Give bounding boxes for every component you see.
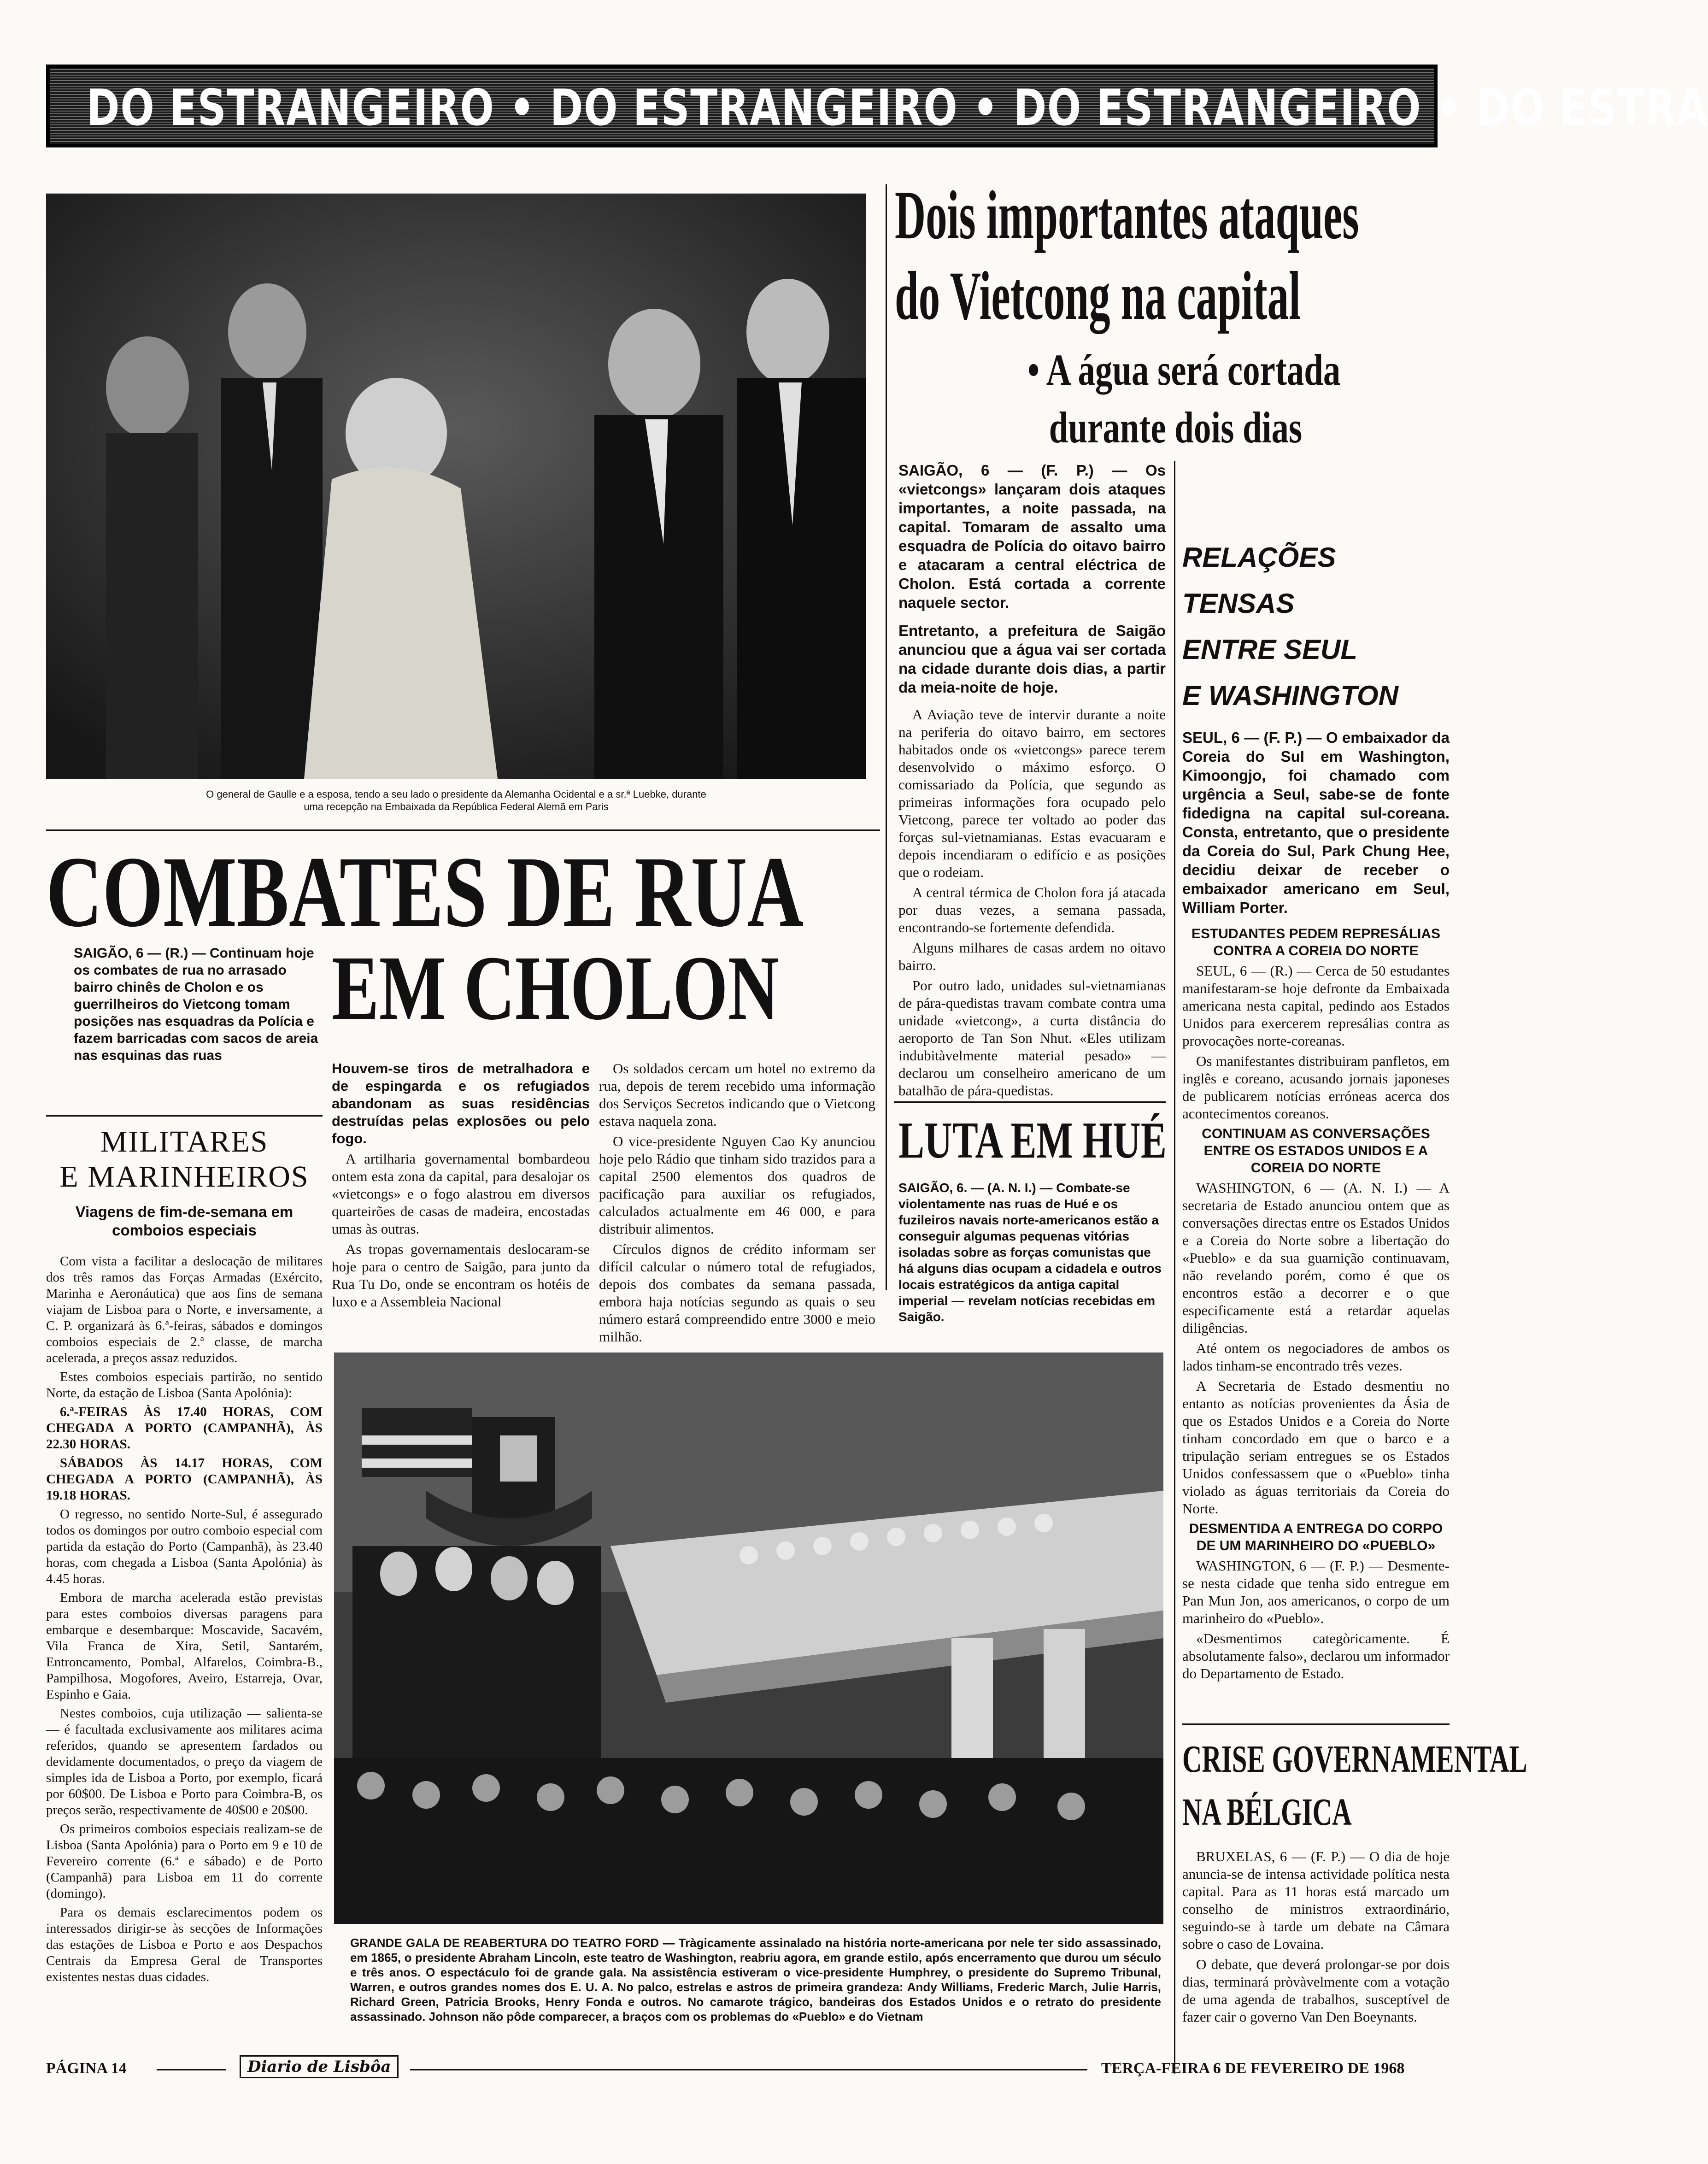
- cholon-top-rule: [46, 829, 880, 831]
- korea-headline-line-3: E WASHINGTON: [1182, 680, 1398, 711]
- military-paragraph: Com vista a facilitar a deslocação de militares dos três ramos das Forças Armadas (Exército, Marinha e Aeronáutica) que aos fins de semana viajam de Lisboa para o Norte, e inversamente, a C. P. organizará às 6.ª-feiras, sábados e domingos comboios especiais de 2.ª classe, de marcha acelerada, a preços assaz reduzidos.: [46, 1254, 323, 1365]
- belgium-headline: [1182, 1733, 1527, 1839]
- footer-page-number: PÁGINA 14: [46, 2060, 127, 2077]
- military-schedule: 6.ª-FEIRAS ÀS 17.40 HORAS, COM CHEGADA A PORTO (CAMPANHÃ), ÀS 22.30 HORAS.: [46, 1405, 323, 1452]
- cholon-lead: SAIGÃO, 6 — (R.) — Continuam hoje os combates de rua no arrasado bairro chinês de Cholon e os guerrilheiros do Vietcong tomam posições nas esquadras da Polícia e fazem barricadas com sacos de areia nas esquinas das ruas: [74, 946, 318, 1063]
- vietcong-headline: [895, 175, 1359, 336]
- footer-rule-right: [410, 2069, 1087, 2070]
- korea-subheading-1: ESTUDANTES PEDEM REPRESÁLIAS CONTRA A COREIA DO NORTE: [1191, 926, 1441, 959]
- vietcong-paragraph: A Aviação teve de intervir durante a noite na periferia do oitavo bairro, em sectores habitados onde os «vietcongs» parece terem desenvolvido o máximo esforço. O comissariado da Polícia, que segundo as primeiras informações fora ocupado pelo Vietcong, parece ter voltado ao poder das forças sul-vietnamianas. Estas evacuaram e depois incendiaram o edifício e as posições que o rodeiam.: [898, 706, 1166, 880]
- vietcong-sub-line-2: durante dois dias: [1049, 403, 1303, 452]
- korea-paragraph: «Desmentimos categòricamente. É absolutamente falso», declarou um informador do Departamento de Estado.: [1182, 1630, 1450, 1682]
- korea-paragraph: WASHINGTON, 6 — (F. P.) — Desmente-se nesta cidade que tenha sido entregue em Pan Mun Jon, aos americanos, o corpo de um marinheiro do «Pueblo».: [1182, 1558, 1450, 1626]
- vietcong-subheadline: [1027, 341, 1340, 456]
- column-rule: [1174, 461, 1175, 2074]
- caption-line-1: O general de Gaulle e a esposa, tendo a seu lado o presidente da Alemanha Ocidental e a sr.ª Luebke, durante: [206, 788, 706, 800]
- ford-caption-title: GRANDE GALA DE REABERTURA DO TEATRO FORD —: [350, 1936, 675, 1950]
- korea-headline: [1182, 535, 1450, 719]
- belgium-top-rule: [1182, 1723, 1450, 1725]
- military-headline: [46, 1124, 323, 1194]
- vietcong-paragraph: A central térmica de Cholon fora já atacada por duas vezes, a semana passada, encontrando-se fortemente defendida.: [898, 884, 1166, 935]
- korea-paragraph: Até ontem os negociadores de ambos os lados tinham-se encontrado três vezes.: [1182, 1340, 1450, 1374]
- banner-title: DO ESTRANGEIRO • DO ESTRANGEIRO • DO ESTRANGEIRO • DO ESTRA: [87, 79, 1708, 137]
- military-schedule: SÁBADOS ÀS 14.17 HORAS, COM CHEGADA A PORTO (CAMPANHÃ), ÀS 19.18 HORAS.: [46, 1456, 323, 1503]
- cholon-paragraph: Círculos dignos de crédito informam ser difícil calcular o número total de refugiados, depois dos combates da semana passada, embora haja notícias segundo as quais o seu número estará compreendido entre 3000 e meio milhão.: [599, 1241, 875, 1345]
- photo-ford-theatre-illustration: [334, 1352, 1163, 1924]
- footer-date: TERÇA-FEIRA 6 DE FEVEREIRO DE 1968: [1101, 2060, 1405, 2077]
- cholon-paragraph: O vice-presidente Nguyen Cao Ky anunciou hoje pelo Rádio que tinham sido trazidos para a capital 2500 elementos dos quadros de pacificação para auxiliar os refugiados, calculados actualmente em 46 000, e para distribuir alimentos.: [599, 1133, 875, 1237]
- korea-headline-line-2: ENTRE SEUL: [1182, 634, 1358, 665]
- cholon-paragraph: As tropas governamentais deslocaram-se hoje para o centro de Saigão, para junto da Rua Tu Do, onde se encontram os hotéis de luxo e a Assembleia Nacional: [332, 1241, 590, 1310]
- korea-subheading-3: DESMENTIDA A ENTREGA DO CORPO DE UM MARINHEIRO DO «PUEBLO»: [1189, 1521, 1443, 1553]
- military-subheading: Viagens de fim-de-semana em comboios especiais: [75, 1203, 293, 1239]
- military-paragraph: Embora de marcha acelerada estão previstas para estes comboios diversas paragens para embarque e desembarque: Moscavide, Sacavém, Vila Franca de Xira, Setil, Santarém, Entroncamento, Pombal, Alfarelos, Coimbra-B., Pampilhosa, Mogofores, Aveiro, Estarreja, Ovar, Espinho e Gaia.: [46, 1590, 323, 1702]
- photo-de-gaulle-caption: [46, 788, 866, 813]
- military-paragraph: Para os demais esclarecimentos podem os interessados dirigir-se às secções de Informações das estações de Lisboa e Porto e aos Despachos Centrais da Empresa Geral de Transportes existentes nestas duas cidades.: [46, 1905, 323, 1984]
- vietcong-paragraph: Alguns milhares de casas ardem no oitavo bairro.: [898, 940, 1166, 973]
- belgium-paragraph: BRUXELAS, 6 — (F. P.) — O dia de hoje anuncia-se de intensa actividade política nesta capital. Para as 11 horas está marcado um conselho de ministros extraordinário, seguindo-se à tarde um debate na Câmara sobre o caso de Lovaina.: [1182, 1848, 1450, 1952]
- photo-de-gaulle-illustration: [46, 194, 866, 779]
- photo-de-gaulle: [46, 194, 866, 779]
- military-paragraph: Os primeiros comboios especiais realizam-se de Lisboa (Santa Apolónia) para o Porto em 9 e 10 de Fevereiro corrente (6.ª e sábado) e de Porto (Campanhã) para Lisboa em 11 do corrente (domingo).: [46, 1822, 323, 1901]
- cholon-headline-line-1: COMBATES DE RUA: [46, 835, 804, 948]
- korea-column: [1182, 535, 1450, 1685]
- korea-paragraph: A Secretaria de Estado desmentiu no entanto as notícias provenientes da Ásia de que os Estados Unidos e a Coreia do Norte tinham concordado em que o barco e a tripulação seriam entregues se os Estados Unidos confessassem que o «Pueblo» tinha violado as águas territoriais da Coreia do Norte.: [1182, 1378, 1450, 1517]
- korea-lead: SEUL, 6 — (F. P.) — O embaixador da Coreia do Sul em Washington, Kimoongjo, foi chamado com urgência a Seul, sabe-se de fonte fidedigna na capital sul-coreana. Consta, entretanto, que o presidente da Coreia do Sul, Park Chung Hee, decidiu deixar de receber o embaixador americano em Seul, William Porter.: [1182, 729, 1450, 916]
- cholon-column-1: [332, 1060, 590, 1313]
- korea-paragraph: SEUL, 6 — (R.) — Cerca de 50 estudantes manifestaram-se hoje defronte da Embaixada americana nesta capital, pedindo aos Estados Unidos para exercerem represálias contra as provocações norte-coreanas.: [1182, 963, 1450, 1049]
- belgium-headline-line-2: NA BÉLGICA: [1182, 1791, 1352, 1834]
- military-headline-line-2: E MARINHEIROS: [59, 1160, 309, 1194]
- korea-paragraph: WASHINGTON, 6 — (A. N. I.) — A secretaria de Estado anunciou ontem que as conversações directas entre os Estados Unidos e a Coreia do Norte sobre a libertação do «Pueblo» e da sua guarnição continuavam, não revelando porém, como é que os encontros estão a decorrer e o que especificamente está a retardar aquelas diligências.: [1182, 1180, 1450, 1336]
- hue-top-rule: [894, 1101, 1166, 1103]
- vietcong-lead: SAIGÃO, 6 — (F. P.) — Os «vietcongs» lançaram dois ataques importantes, a noite passada, na capital. Tomaram de assalto uma esquadra de Polícia do oitavo bairro e atacaram a central eléctrica de Cholon. Está cortada a corrente naquele sector.: [898, 462, 1166, 611]
- cholon-lead-2: Houvem-se tiros de metralhadora e de espingarda e os refugiados abandonam as suas residências destruídas pelas explosões ou pelo fogo.: [332, 1060, 590, 1147]
- section-banner: [46, 65, 1708, 147]
- cholon-headline-line-2: EM CHOLON: [332, 937, 780, 1039]
- belgium-headline-line-1: CRISE GOVERNAMENTAL: [1182, 1738, 1527, 1781]
- military-column: [46, 1253, 323, 1988]
- korea-headline-line-1: RELAÇÕES TENSAS: [1182, 542, 1336, 619]
- photo-ford-theatre-caption: [350, 1935, 1161, 2024]
- vietcong-lead-2: Entretanto, a prefeitura de Saigão anunciou que a água vai ser cortada na cidade durante dois dias, a partir da meia-noite de hoje.: [898, 622, 1166, 696]
- military-paragraph: Nestes comboios, cuja utilização — salienta-se — é facultada exclusivamente aos militares acima referidos, quando se apresentem fardados ou devidamente documentados, o preço da viagem de simples ida de Lisboa a Porto, por exemplo, ficará por 60$00. De Lisboa e Porto para Coimbra-B, os preços serão, respectivamente de 40$00 e 20$00.: [46, 1706, 323, 1817]
- vietcong-column-1: [898, 461, 1166, 1102]
- military-headline-line-1: MILITARES: [100, 1125, 269, 1158]
- cholon-paragraph: Os soldados cercam um hotel no extremo da rua, depois de terem recebido uma informação dos Serviços Secretos indicando que o Vietcong estava naquela zona.: [599, 1060, 875, 1129]
- cholon-column-2: [599, 1060, 875, 1348]
- hue-lead: SAIGÃO, 6. — (A. N. I.) — Combate-se violentamente nas ruas de Hué e os fuzileiros navais norte-americanos estão a conseguir algumas pequenas vitórias isoladas sobre as forças comunistas que há alguns dias ocupam a cidadela e outros locais estratégicos da antiga capital imperial — revelam notícias recebidas em Saigão.: [898, 1181, 1162, 1324]
- belgium-column: [1182, 1848, 1450, 2029]
- hue-headline: LUTA EM HUÉ: [898, 1112, 1167, 1169]
- column-rule: [886, 184, 887, 1290]
- cholon-under-lead-rule: [46, 1115, 323, 1117]
- korea-paragraph: Os manifestantes distribuiram panfletos, em inglês e coreano, acusando jornais japoneses de publicarem notícias erróneas acerca dos acontecimentos coreanos.: [1182, 1053, 1450, 1122]
- ford-caption-text: Tràgicamente assinalado na história norte-americana por nele ter sido assassinado, em 1865, o presidente Abraham Lincoln, este teatro de Washington, reabriu agora, em grande estilo, após encerramento que durou um século e três anos. O espectáculo foi de grande gala. Na assistência estiveram o vice-presidente Humphrey, o presidente do Supremo Tribunal, Warren, e outros grandes nomes dos E. U. A. No palco, estrelas e astros de primeira grandeza: Andy Williams, Frederic March, Julie Harris, Richard Green, Patricia Brooks, Henry Fonda e outros. No camarote trágico, bandeiras dos Estados Unidos e o retrato do presidente assassinado. Johnson não pôde comparecer, a braços com os problemas do «Pueblo» e do Vietnam: [350, 1936, 1161, 2023]
- footer-rule-left: [157, 2069, 226, 2070]
- vietcong-headline-line-1: Dois importantes ataques: [895, 177, 1359, 253]
- cholon-paragraph: A artilharia governamental bombardeou ontem esta zona da capital, para desalojar os «vietcongs» e o fogo alastrou em diversos quarteirões de casas de madeira, encostadas umas às outras.: [332, 1151, 590, 1237]
- vietcong-sub-line-1: • A água será cortada: [1027, 345, 1341, 394]
- korea-subheading-2: CONTINUAM AS CONVERSAÇÕES ENTRE OS ESTADOS UNIDOS E A COREIA DO NORTE: [1202, 1126, 1430, 1176]
- military-paragraph: Estes comboios especiais partirão, no sentido Norte, da estação de Lisboa (Santa Apolónia):: [46, 1370, 323, 1400]
- photo-ford-theatre: [334, 1352, 1163, 1924]
- footer-masthead: Diario de Lisbôa: [240, 2055, 399, 2078]
- vietcong-headline-line-2: do Vietcong na capital: [895, 258, 1301, 334]
- vietcong-paragraph: Por outro lado, unidades sul-vietnamianas de pára-quedistas travam combate contra uma unidade «vietcong», a curta distância do aeroporto de Tan Son Nhut. «Eles utilizam indubitàvelmente material pesado» — declarou um conselheiro americano de um batalhão de pára-quedistas.: [898, 977, 1166, 1099]
- belgium-paragraph: O debate, que deverá prolongar-se por dois dias, terminará pròvàvelmente com a votação de uma agenda de trabalhos, susceptível de fazer cair o governo Van Den Boeynants.: [1182, 1956, 1450, 2025]
- caption-line-2: uma recepção na Embaixada da República Federal Alemã em Paris: [304, 801, 609, 812]
- military-paragraph: O regresso, no sentido Norte-Sul, é assegurado todos os domingos por outro comboio especial com partida da estação do Porto (Campanhã), às 23.40 horas, com chegada a Lisboa (Santa Apolónia) às 4.45 horas.: [46, 1507, 323, 1586]
